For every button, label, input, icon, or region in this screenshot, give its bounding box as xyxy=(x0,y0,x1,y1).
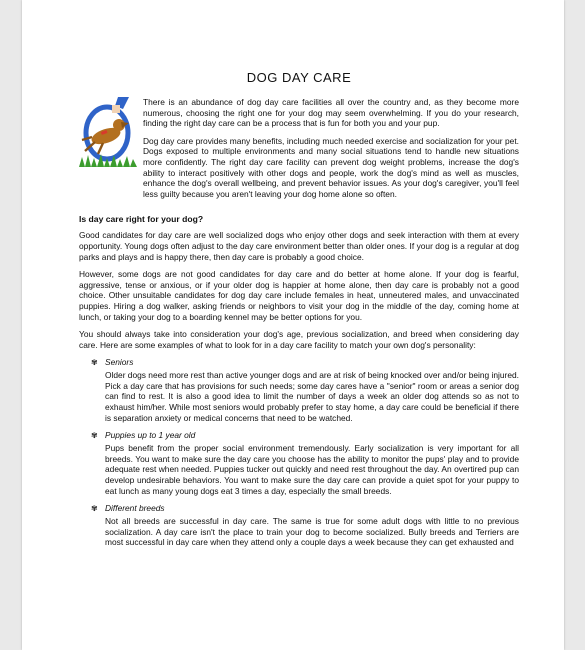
bullet-text: Not all breeds are successful in day care. The same is true for some adult dogs with little to no previous socialization. A day care isn't the place to train your dog to become socialized. Bully breeds and Terriers are most successful in day care when they attend only a couple days a week because they can get exhausted and xyxy=(105,516,519,548)
intro-text xyxy=(143,97,519,206)
document-content xyxy=(79,70,519,555)
body-paragraph: You should always take into consideration your dog's age, previous socialization, and breed when considering day care. Here are some examples of what to look for in a day care facility to match your own dog's personality: xyxy=(79,329,519,350)
bullet-label: Puppies up to 1 year old xyxy=(105,430,196,441)
intro-paragraph: There is an abundance of dog day care facilities all over the country and, as they become more numerous, choosing the right one for your dog may seem overwhelming. If you do your research, finding the right day care can be a process that is fun for both you and your pup. xyxy=(143,97,519,129)
body-paragraph: However, some dogs are not good candidates for day care and do better at home alone. If your dog is fearful, aggressive, tense or anxious, or if your older dog is happier at home alone, then day care is probably not a good choice. Other unsuitable candidates for dog day care include females in heat, unneutered males, and unvaccinated puppies. Hiring a dog walker, asking friends or neighbors to visit your dog in the middle of the day, coming home at lunch, or taking your dog to a boarding kennel may be better options for you. xyxy=(79,269,519,322)
section-heading: Is day care right for your dog? xyxy=(79,214,204,225)
dog-illustration-icon xyxy=(79,97,137,167)
paw-icon: ✾ xyxy=(91,504,98,514)
bullet-item xyxy=(91,430,519,440)
bullet-item xyxy=(91,503,519,513)
paw-icon: ✾ xyxy=(91,431,98,441)
paw-icon: ✾ xyxy=(91,358,98,368)
intro-block xyxy=(79,97,519,206)
body-paragraph: Good candidates for day care are well socialized dogs who enjoy other dogs and seek interaction with them at every opportunity. Young dogs often adjust to the day care environment better than older ones. If your dog is a regular at dog parks and plays and is happy there, then day care is probably a good choice. xyxy=(79,230,519,262)
bullet-item xyxy=(91,357,519,367)
bullet-text: Older dogs need more rest than active younger dogs and are at risk of being knocked over and/or being injured. Pick a day care that has provisions for such needs; some day cares have a "senior" room or areas a senior dog can find to rest. It is also a good idea to limit the number of days a week an older dog attends so as not to exhaust him/her. While most seniors would probably prefer to stay home, a day care could be beneficial if there is separation anxiety or medical concerns that need to be watched. xyxy=(105,370,519,423)
bullet-label: Different breeds xyxy=(105,503,165,514)
document-title: DOG DAY CARE xyxy=(246,70,352,85)
document-page xyxy=(22,0,564,650)
intro-paragraph: Dog day care provides many benefits, including much needed exercise and socialization for your pet. Dogs exposed to multiple environments and many social situations tend to handle new situations more confidently. The right day care facility can prevent dog weight problems, increase the dog's ability to interact positively with other dogs and people, work the dog's mind as well as muscles, enhance the dog's overall wellbeing, and prevent behavior issues. As your dog's caregiver, you'll feel less guilty because you aren't leaving your dog home alone so often. xyxy=(143,135,519,199)
bullet-text: Pups benefit from the proper social environment tremendously. Early socialization is very important for all breeds. You want to make sure the day care you choose has the ability to monitor the pups' play and to provide adequate rest when needed. Puppies tucker out quickly and need rest throughout the day. An overtired pup can develop undesirable behaviors. You want to make sure the day care can provide a quiet spot for your puppy to eat lunch as many young dogs eat 3 times a day, especially the small breeds. xyxy=(105,443,519,496)
bullet-label: Seniors xyxy=(105,357,134,368)
